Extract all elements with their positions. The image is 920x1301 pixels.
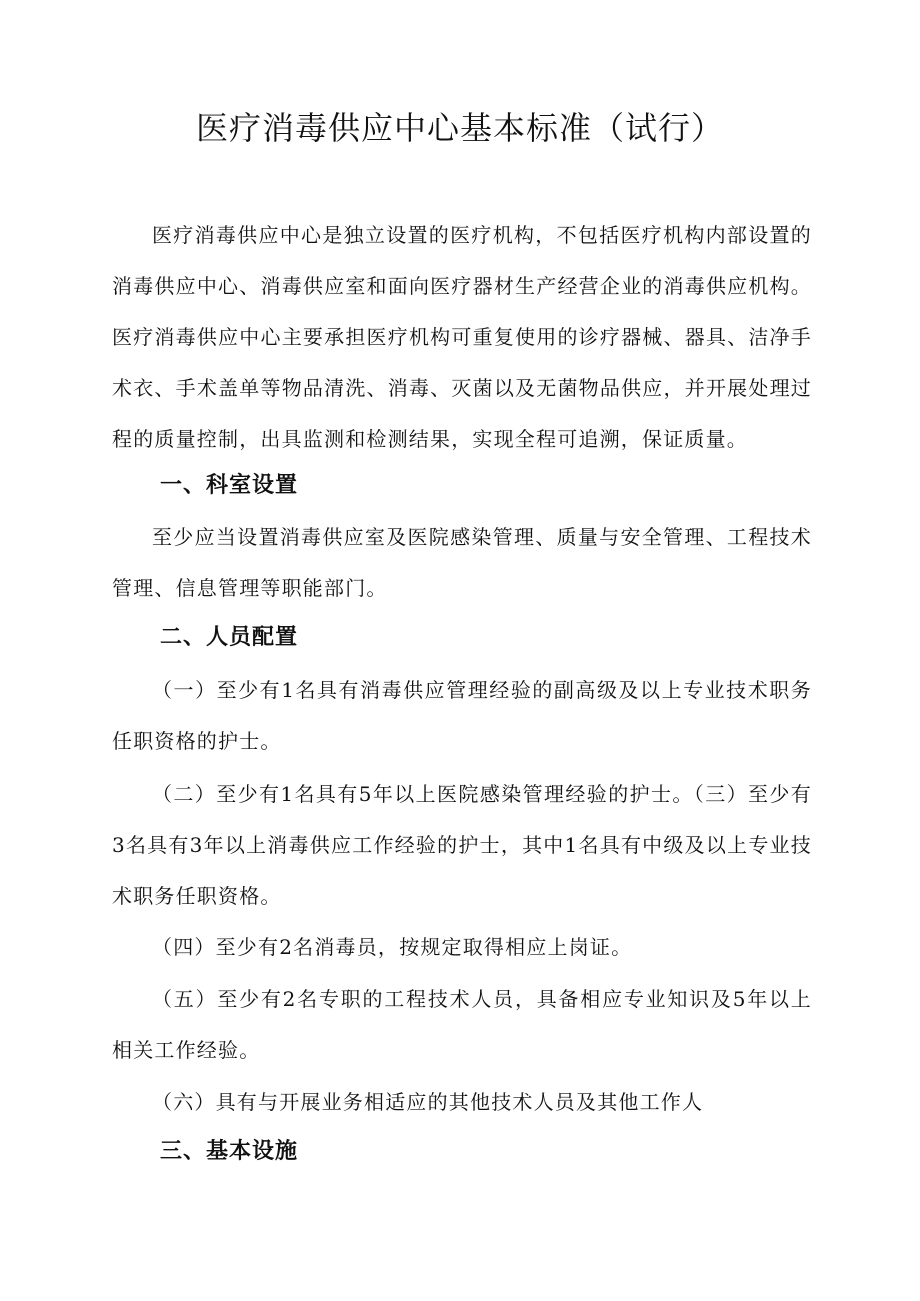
staffing-item-4: （四）至少有2名消毒员，按规定取得相应上岗证。 bbox=[152, 935, 633, 959]
section-heading-staffing: 二、人员配置 bbox=[160, 625, 299, 650]
document-title: 医疗消毒供应中心基本标准（试行） bbox=[195, 109, 724, 147]
section-heading-department-setup: 一、科室设置 bbox=[160, 473, 299, 498]
staffing-item-1: （一）至少有1名具有消毒供应管理经验的副高级及以上专业技术职务任职资格的护士。 bbox=[112, 678, 812, 753]
staffing-item-5: （五）至少有2名专职的工程技术人员，具备相应专业知识及5年以上相关工作经验。 bbox=[112, 987, 812, 1062]
section-heading-basic-facilities: 三、基本设施 bbox=[160, 1139, 299, 1164]
intro-paragraph: 医疗消毒供应中心是独立设置的医疗机构，不包括医疗机构内部设置的消毒供应中心、消毒供应室和面向医疗器材生产经营企业的消毒供应机构。医疗消毒供应中心主要承担医疗机构可重复使用的诊疗器械、器具、洁净手术衣、手术盖单等物品清洗、消毒、灭菌以及无菌物品供应，并开展处理过程的质量控制，出具监测和检测结果，实现全程可追溯，保证质量。 bbox=[112, 223, 812, 451]
staffing-item-6: （六）具有与开展业务相适应的其他技术人员及其他工作人 bbox=[152, 1090, 704, 1114]
staffing-item-2-3: （二）至少有1名具有5年以上医院感染管理经验的护士。（三）至少有3名具有3年以上消毒供应工作经验的护士，其中1名具有中级及以上专业技术职务任职资格。 bbox=[112, 782, 812, 908]
department-setup-paragraph: 至少应当设置消毒供应室及医院感染管理、质量与安全管理、工程技术管理、信息管理等职能部门。 bbox=[112, 525, 812, 600]
